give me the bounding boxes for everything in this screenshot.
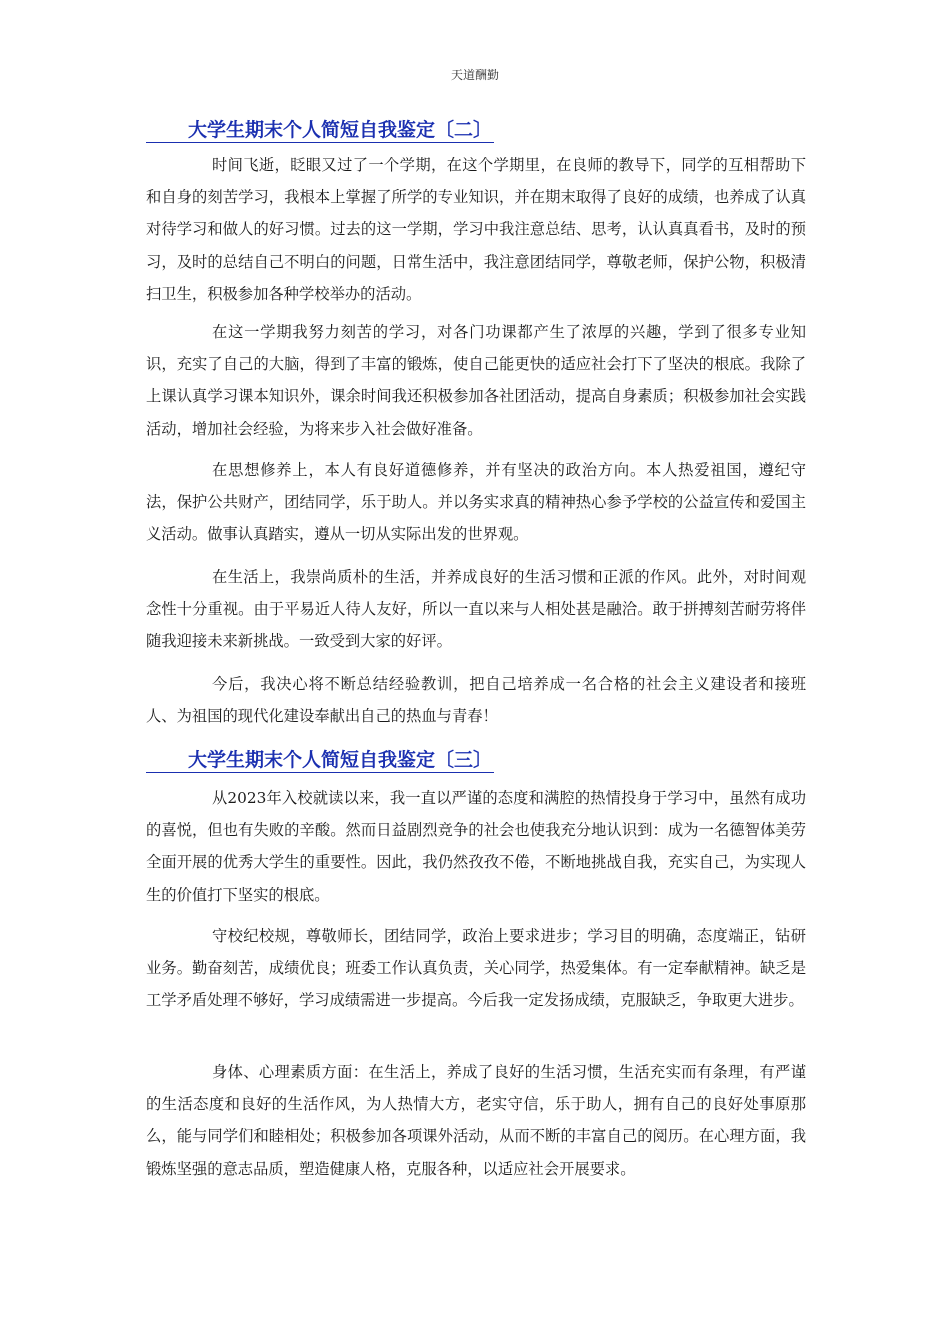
paragraph: 守校纪校规，尊敬师长，团结同学，政治上要求进步；学习目的明确，态度端正，钻研业务。勤奋刻苦，成绩优良；班委工作认真负责，关心同学，热爱集体。有一定奉献精神。缺乏是工学矛盾处理不够好，学习成绩需进一步提高。今后我一定发扬成绩，克服缺乏，争取更大进步。 xyxy=(146,927,806,1010)
section-title: 大学生期末个人简短自我鉴定〔三〕 xyxy=(146,748,494,773)
paragraph: 在生活上，我崇尚质朴的生活，并养成良好的生活习惯和正派的作风。此外，对时间观念性十分重视。由于平易近人待人友好，所以一直以来与人相处甚是融洽。敢于拼搏刻苦耐劳将伴随我迎接未来新挑战。一致受到大家的好评。 xyxy=(146,568,806,651)
paragraph: 在这一学期我努力刻苦的学习，对各门功课都产生了浓厚的兴趣，学到了很多专业知识，充实了自己的大脑，得到了丰富的锻炼，使自己能更快的适应社会打下了坚决的根底。我除了上课认真学习课本知识外，课余时间我还积极参加各社团活动，提高自身素质；积极参加社会实践活动，增加社会经验，为将来步入社会做好准备。 xyxy=(146,323,806,438)
paragraph: 时间飞逝，眨眼又过了一个学期，在这个学期里，在良师的教导下，同学的互相帮助下和自身的刻苦学习，我根本上掌握了所学的专业知识，并在期末取得了良好的成绩，也养成了认真对待学习和做人的好习惯。过去的这一学期，学习中我注意总结、思考，认认真真看书，及时的预习，及时的总结自己不明白的问题，日常生活中，我注意团结同学，尊敬老师，保护公物，积极清扫卫生，积极参加各种学校举办的活动。 xyxy=(146,156,806,303)
paragraph: 身体、心理素质方面：在生活上，养成了良好的生活习惯，生活充实而有条理，有严谨的生活态度和良好的生活作风，为人热情大方，老实守信，乐于助人，拥有自己的良好处事原那么，能与同学们和睦相处；积极参加各项课外活动，从而不断的丰富自己的阅历。在心理方面，我锻炼坚强的意志品质，塑造健康人格，克服各种，以适应社会开展要求。 xyxy=(146,1063,806,1178)
paragraph: 从2023年入校就读以来，我一直以严谨的态度和满腔的热情投身于学习中，虽然有成功的喜悦，但也有失败的辛酸。然而日益剧烈竞争的社会也使我充分地认识到：成为一名德智体美劳全面开展的优秀大学生的重要性。因此，我仍然孜孜不倦，不断地挑战自我，充实自己，为实现人生的价值打下坚实的根底。 xyxy=(146,789,806,904)
section-title: 大学生期末个人简短自我鉴定〔二〕 xyxy=(146,118,494,143)
paragraph: 今后，我决心将不断总结经验教训，把自己培养成一名合格的社会主义建设者和接班人、为祖国的现代化建设奉献出自己的热血与青春！ xyxy=(146,675,806,726)
page-header: 天道酬勤 xyxy=(450,68,499,82)
paragraph: 在思想修养上，本人有良好道德修养，并有坚决的政治方向。本人热爱祖国，遵纪守法，保护公共财产，团结同学，乐于助人。并以务实求真的精神热心参予学校的公益宣传和爱国主义活动。做事认真踏实，遵从一切从实际出发的世界观。 xyxy=(146,461,806,544)
